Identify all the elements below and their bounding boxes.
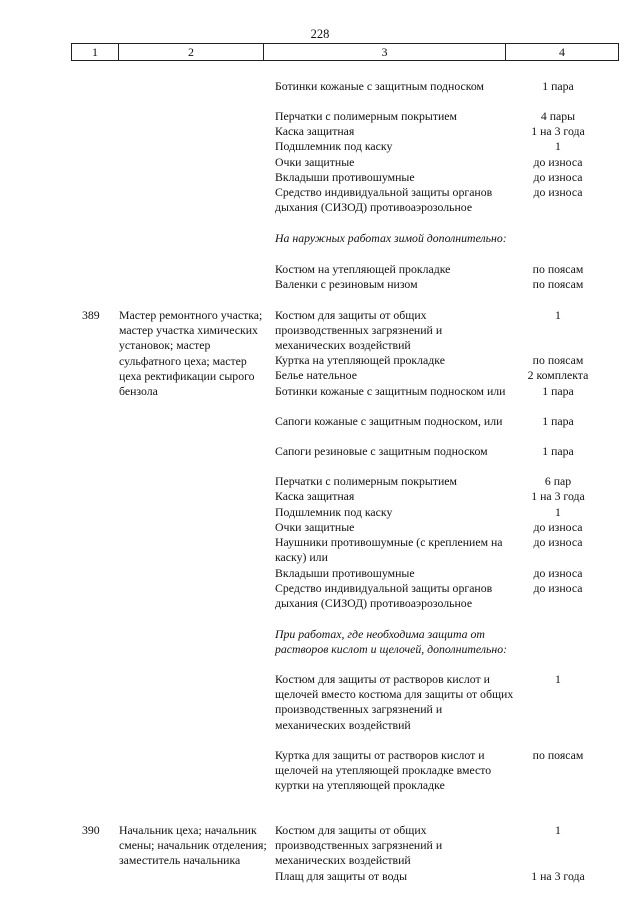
item-section-note: При работах, где необходима защита от растворов кислот и щелочей, дополнительно:: [275, 627, 508, 657]
item-quantity: 1: [555, 139, 561, 153]
item-text: Валенки с резиновым низом: [275, 277, 418, 291]
item-section-note: На наружных работах зимой дополнительно:: [275, 231, 507, 245]
item-text: Каска защитная: [275, 124, 355, 138]
item-quantity: 1 на 3 года: [531, 869, 585, 883]
item-text: Ботинки кожаные с защитным подноском: [275, 79, 485, 93]
item-quantity: 1 на 3 года: [531, 124, 585, 138]
item-quantity: до износа: [533, 520, 583, 534]
item-quantity: 1: [555, 823, 561, 837]
item-text: Сапоги кожаные с защитным подноском, или: [275, 414, 503, 428]
item-quantity: 6 пар: [544, 474, 572, 488]
item-text: Подшлемник под каску: [275, 505, 393, 519]
page-number: 228: [310, 27, 330, 41]
item-quantity: до износа: [533, 566, 583, 580]
item-text: Перчатки с полимерным покрытием: [275, 474, 458, 488]
item-text: Костюм для защиты от общих производственных загрязнений и механических воздействий: [275, 308, 443, 353]
item-text: Средство индивидуальной защиты органов дыхания (СИЗОД) противоаэрозольное: [275, 185, 493, 215]
item-text: Средство индивидуальной защиты органов дыхания (СИЗОД) противоаэрозольное: [275, 581, 493, 611]
entry-number: 390: [82, 823, 100, 837]
item-quantity: 1 пара: [542, 444, 574, 458]
entry-position: Начальник цеха; начальник смены; начальник отделения; заместитель начальника: [119, 823, 267, 868]
column-header-1: 1: [72, 44, 119, 60]
item-text: Куртка на утепляющей прокладке: [275, 353, 445, 367]
item-text: Костюм для защиты от растворов кислот и щелочей вместо костюма для защиты от общих производственных загрязнений и механических воздействий: [275, 672, 514, 732]
item-quantity: до износа: [533, 155, 583, 169]
item-text: Ботинки кожаные с защитным подноском или: [275, 384, 506, 398]
item-quantity: по поясам: [532, 262, 584, 276]
item-quantity: 1: [555, 672, 561, 686]
item-quantity: до износа: [533, 170, 583, 184]
item-text: Очки защитные: [275, 520, 355, 534]
item-text: Перчатки с полимерным покрытием: [275, 109, 458, 123]
item-quantity: 2 комплекта: [527, 368, 589, 382]
item-quantity: 1: [555, 505, 561, 519]
item-quantity: по поясам: [532, 353, 584, 367]
column-header-3: 3: [264, 44, 506, 60]
item-quantity: 1 пара: [542, 414, 574, 428]
item-text: Сапоги резиновые с защитным подноском: [275, 444, 488, 458]
item-text: Подшлемник под каску: [275, 139, 393, 153]
item-text: Очки защитные: [275, 155, 355, 169]
item-quantity: до износа: [533, 581, 583, 595]
item-quantity: 1 пара: [542, 384, 574, 398]
item-quantity: по поясам: [532, 748, 584, 762]
item-text: Белье нательное: [275, 368, 357, 382]
item-quantity: до износа: [533, 535, 583, 549]
item-quantity: 1: [555, 308, 561, 322]
item-text: Каска защитная: [275, 489, 355, 503]
item-quantity: 1 на 3 года: [531, 489, 585, 503]
item-quantity: до износа: [533, 185, 583, 199]
item-text: Куртка для защиты от растворов кислот и щелочей на утепляющей прокладке вместо куртки на утепляющей прокладке: [275, 748, 492, 793]
column-header-4: 4: [559, 45, 565, 59]
item-text: Вкладыши противошумные: [275, 170, 415, 184]
item-text: Костюм для защиты от общих производственных загрязнений и механических воздействий: [275, 823, 443, 868]
entry-number: 389: [82, 308, 100, 322]
item-quantity: 1 пара: [542, 79, 574, 93]
item-quantity: 4 пары: [540, 109, 576, 123]
column-header-2: 2: [119, 44, 264, 60]
item-text: Вкладыши противошумные: [275, 566, 415, 580]
item-quantity: по поясам: [532, 277, 584, 291]
entry-position: Мастер ремонтного участка; мастер участка химических установок; мастер сульфатного цеха; мастер цеха ректификации сырого бензола: [119, 308, 263, 399]
item-text: Наушники противошумные (с креплением на каску) или: [275, 535, 503, 565]
item-text: Плащ для защиты от воды: [275, 869, 408, 883]
item-text: Костюм на утепляющей прокладке: [275, 262, 451, 276]
